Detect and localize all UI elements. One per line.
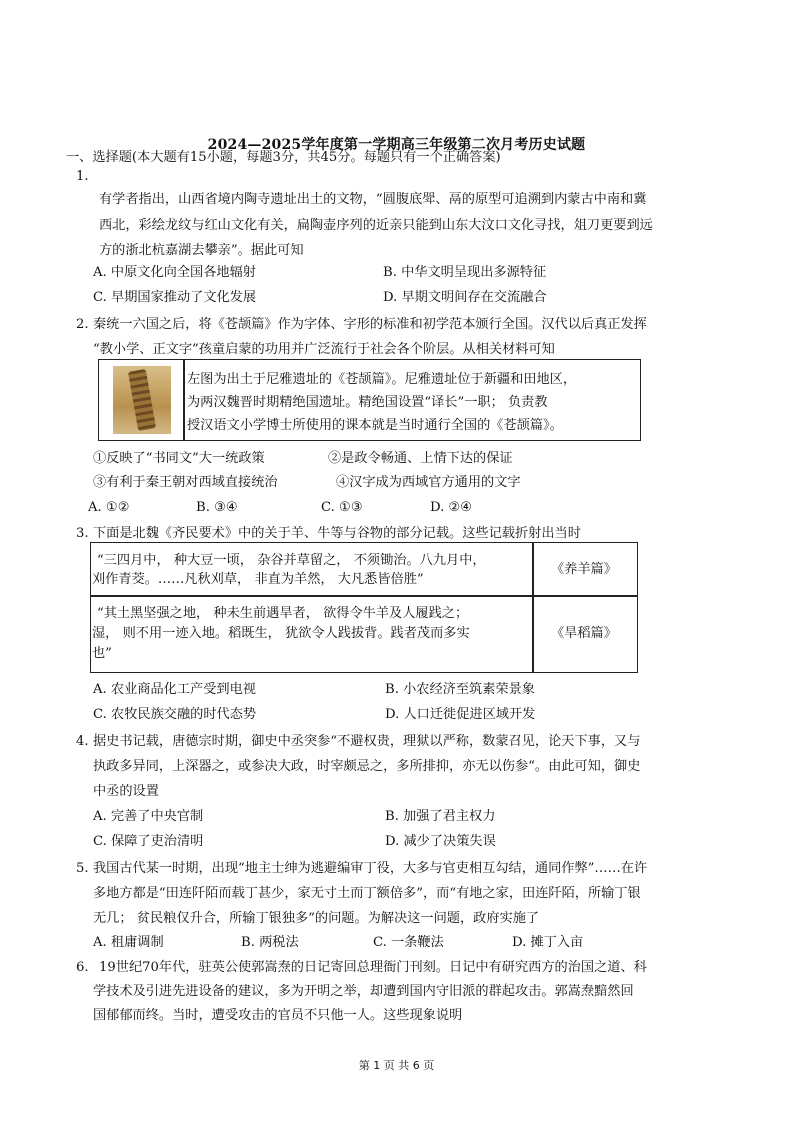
section-heading: 一、选择题(本大题有15小题，每题3分，共45分。每题只有一个正确答案) [66,150,501,165]
question-5-line: 无几； 贫民粮仅升合，所输丁银独多”的问题。为解决这一问题，政府实施了 [93,911,540,926]
bamboo-slip-image [113,366,171,434]
table-cell-source: 《旱稻篇》 [551,626,617,641]
question-1-line: 方的浙北杭嘉湖去攀亲”。据此可知 [99,243,304,258]
question-2-option-c[interactable]: C. ①③ [321,500,363,515]
question-6-number: 6. [76,960,89,975]
question-4-line: 据史书记载，唐德宗时期，御史中丞突参“不避权贵，理狱以严称，数蒙召见，论天下事，又与 [93,734,641,749]
table-cell-quote: “其土黑坚强之地， 种未生前遇旱者， 欲得令牛羊及人履践之； [97,606,469,621]
question-5-option-a[interactable]: A. 租庸调制 [93,935,164,950]
question-4-line: 执政多异同，上深器之，或参决大政，时宰颇忌之，多所排抑，亦无以伤参“。由此可知，御史 [93,759,641,774]
table-cell-quote: 湿， 则不用一迹入地。稻既生， 犹欲令人践拔背。践者茂而多实 [92,626,470,641]
exam-title: 2024—2025学年度第一学期高三年级第二次月考历史试题 [207,137,586,153]
question-1-number: 1. [76,169,89,184]
question-2-statement: ④汉字成为西域官方通用的文字 [336,475,521,490]
table-row-divider [91,595,637,597]
question-5-option-d[interactable]: D. 摊丁入亩 [512,935,584,950]
question-1-line: 有学者指出，山西省境内陶寺遗址出土的文物，“圆腹底斝、鬲的原型可追溯到内蒙古中南和冀 [99,192,647,207]
question-4-number: 4. [76,734,89,749]
question-2-number: 2. [76,317,89,332]
question-3-number: 3. [76,526,89,541]
question-2-option-b[interactable]: B. ③④ [196,500,238,515]
question-2-material-box [98,359,641,441]
material-text-line: 为两汉魏晋时期精绝国遗址。精绝国设置“译长”一职； 负责教 [187,395,548,410]
page-footer: 第 1 页 共 6 页 [358,1059,435,1072]
table-cell-quote: “三四月中， 种大豆一顷， 杂谷并草留之， 不须锄治。八九月中， [97,553,486,568]
question-2-statement: ②是政令畅通、上情下达的保证 [328,451,513,466]
question-4-option-c[interactable]: C. 保障了吏治清明 [93,834,204,849]
table-cell-quote: 也” [92,646,112,661]
question-3-option-b[interactable]: B. 小农经济至筑素荣景象 [385,682,535,697]
table-cell-quote: 刈作青茭。……凡秋刈草， 非直为羊然， 大凡悉皆倍胜” [92,572,424,587]
question-5-line: 多地方都是“田连阡陌而载丁甚少，家无寸土而丁额倍多”，而“有地之家，田连阡陌，所输丁银 [93,886,641,901]
box-divider [183,360,185,440]
question-2-option-a[interactable]: A. ①② [88,500,130,515]
question-5-line: 我国古代某一时期，出现“地主士绅为逃避编审丁役，大多与官吏相互勾结，通同作弊”……在许 [93,861,648,876]
question-4-option-d[interactable]: D. 减少了决策失误 [385,834,496,849]
question-3-line: 下面是北魏《齐民要术》中的关于羊、牛等与谷物的部分记载。这些记载折射出当时 [93,526,581,541]
question-4-option-a[interactable]: A. 完善了中央官制 [93,809,204,824]
question-6-line: 19世纪70年代，驻英公使郭嵩焘的日记寄回总理衙门刊刻。日记中有研究西方的治国之道、科 [99,960,647,975]
question-2-line: 秦统一六国之后，将《苍颉篇》作为字体、字形的标准和初学范本颁行全国。汉代以后真正发挥 [93,317,647,332]
question-5-option-b[interactable]: B. 两税法 [241,935,299,950]
question-4-line: 中丞的设置 [93,784,159,799]
question-2-statement: ③有利于秦王朝对西域直接统治 [93,475,278,490]
material-text-line: 授汉语文小学博士所使用的课本就是当时通行全国的《苍颉篇》。 [187,418,563,433]
question-3-option-a[interactable]: A. 农业商品化工产受到电视 [93,682,256,697]
table-column-divider [532,543,534,672]
question-1-option-d[interactable]: D. 早期文明间存在交流融合 [383,290,547,305]
question-5-number: 5. [76,861,89,876]
question-3-source-table [90,542,638,673]
material-text-line: 左图为出土于尼雅遗址的《苍颉篇》。尼雅遗址位于新疆和田地区， [187,372,577,387]
table-cell-source: 《养羊篇》 [551,562,617,577]
question-6-line: 学技术及引进先进设备的建议，多为开明之举，却遭到国内守旧派的群起攻击。郭嵩焘黯然回 [93,984,634,999]
question-4-option-b[interactable]: B. 加强了君主权力 [385,809,496,824]
question-1-line: 西北，彩绘龙纹与红山文化有关，扁陶壶序列的近亲只能到山东大汶口文化寻找，俎刀更要到远 [99,218,653,233]
question-1-option-c[interactable]: C. 早期国家推动了文化发展 [93,290,257,305]
question-5-option-c[interactable]: C. 一条鞭法 [373,935,444,950]
question-1-option-a[interactable]: A. 中原文化向全国各地辐射 [93,265,256,280]
question-1-option-b[interactable]: B. 中华文明呈现出多源特征 [383,265,547,280]
question-6-line: 国郁郁而终。当时，遭受攻击的官员不只他一人。这些现象说明 [93,1008,463,1023]
question-2-statement: ①反映了“书同文”大一统政策 [93,451,265,466]
question-2-line: “教小学、正文字”孩童启蒙的功用并广泛流行于社会各个阶层。从相关材料可知 [93,342,555,357]
question-2-option-d[interactable]: D. ②④ [430,500,473,515]
question-3-option-d[interactable]: D. 人口迁徙促进区域开发 [385,707,536,722]
question-3-option-c[interactable]: C. 农牧民族交融的时代态势 [93,707,257,722]
